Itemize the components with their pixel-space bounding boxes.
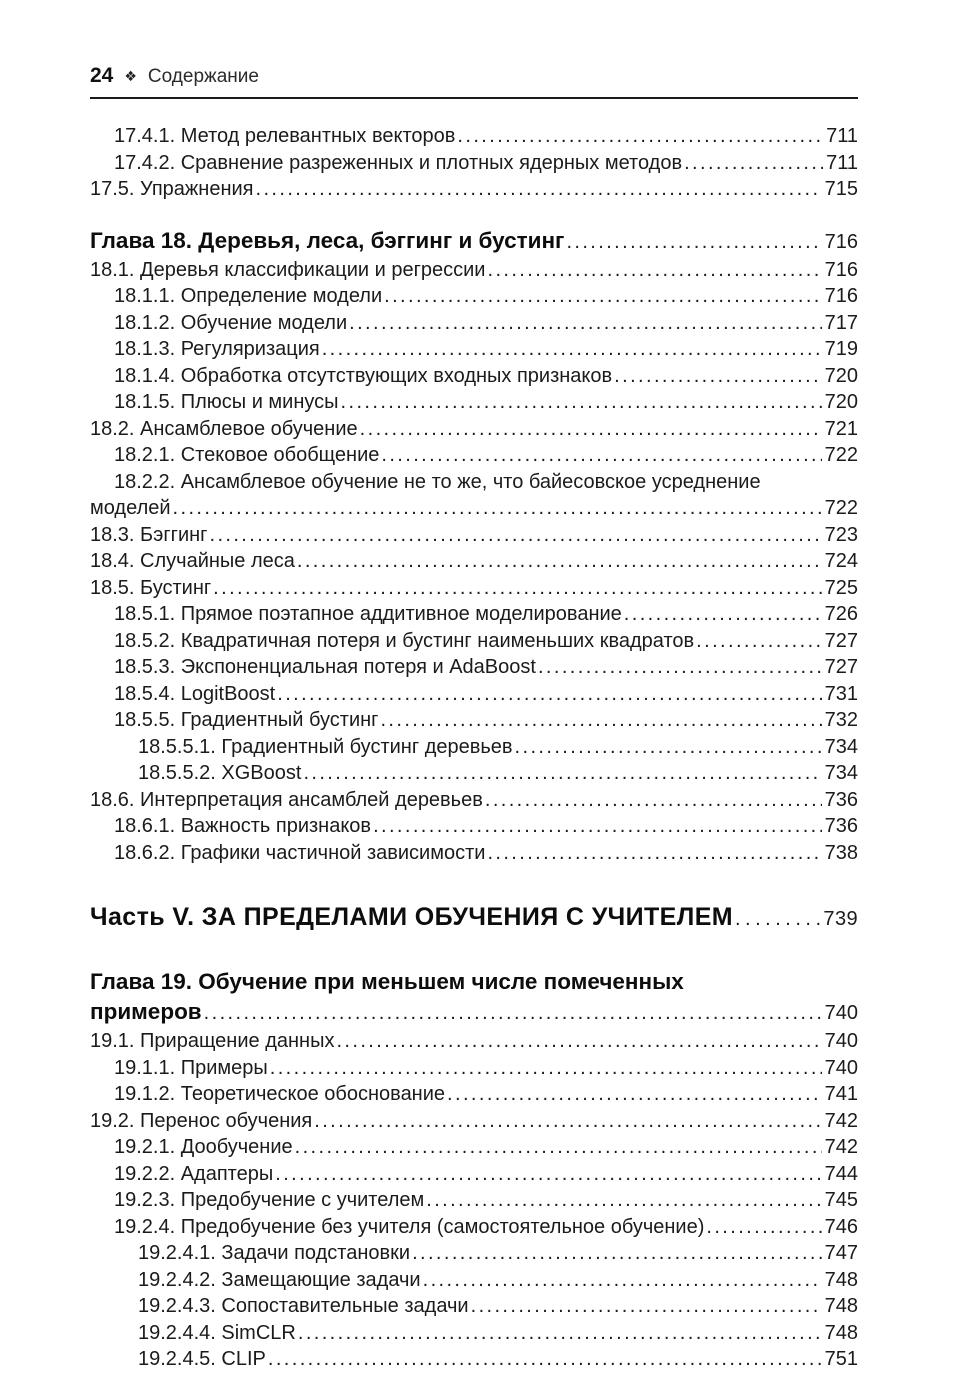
toc-entry-label: 18.1.2. Обучение модели — [114, 311, 348, 334]
toc-entry-label: 18.5.5.2. XGBoost — [138, 762, 302, 784]
dot-leader — [270, 1055, 822, 1082]
dot-leader — [487, 840, 821, 867]
toc-entry-page: 742 — [824, 1136, 858, 1158]
toc-entry-label: 18.5.5.1. Градиентный бустинг деревьев — [138, 735, 513, 758]
toc-entry-page: 732 — [824, 709, 858, 731]
toc-entry-page: 716 — [824, 285, 858, 307]
toc-entry — [90, 442, 858, 469]
toc-entry-label: 18.5.5. Градиентный бустинг — [114, 709, 379, 731]
toc-entry-label: 19.2.4. Предобучение без учителя (самостоятельное обучение) — [114, 1215, 705, 1238]
toc-entry-label: 18.1.5. Плюсы и минусы — [114, 391, 339, 413]
toc-entry — [90, 226, 858, 257]
toc-entry — [90, 336, 858, 363]
toc-entry-page: 716 — [824, 230, 858, 253]
toc-entry-page: 719 — [824, 338, 858, 360]
toc-entry-label: 19.1.2. Теоретическое обоснование — [114, 1083, 446, 1105]
toc-entry-label: 18.1.1. Определение модели — [114, 285, 383, 307]
dot-leader — [213, 575, 821, 602]
toc-entry — [90, 548, 858, 575]
toc-entry — [90, 495, 858, 522]
toc-entry-label: 18.3. Бэггинг — [90, 523, 208, 546]
toc-entry — [90, 707, 858, 734]
toc-entry-label: 18.4. Случайные леса — [90, 550, 295, 572]
toc-entry-page: 721 — [824, 417, 858, 440]
dot-leader — [303, 760, 821, 787]
toc-entry — [90, 967, 858, 997]
toc-entry — [90, 1346, 858, 1373]
dot-leader — [209, 522, 821, 549]
toc-entry — [90, 1293, 858, 1320]
dot-leader — [204, 997, 822, 1028]
toc-entry-label: 18.6.2. Графики частичной зависимости — [114, 841, 486, 864]
toc-entry — [90, 1108, 858, 1135]
dot-leader — [624, 601, 822, 628]
dot-leader — [538, 654, 822, 681]
dot-leader — [457, 123, 823, 150]
toc-entry-page: 711 — [826, 151, 858, 174]
dot-leader — [485, 787, 822, 814]
dot-leader — [314, 1108, 821, 1135]
toc-entry-page: 734 — [824, 735, 858, 758]
toc-entry — [90, 1267, 858, 1294]
toc-entry-page: 727 — [824, 656, 858, 678]
toc-entry-label: 18.5.4. LogitBoost — [114, 682, 276, 705]
toc-entry-label: моделей — [90, 497, 171, 519]
toc-entry-page: 725 — [824, 576, 858, 599]
toc-entry — [90, 628, 858, 655]
toc-entry-label: 18.2.2. Ансамблевое обучение не то же, что байесовское усреднение — [114, 470, 761, 493]
toc-list — [90, 123, 858, 1373]
toc-entry-page: 727 — [824, 629, 858, 652]
dot-leader — [515, 734, 822, 761]
toc-entry-page: 722 — [824, 444, 858, 466]
toc-entry-page: 724 — [824, 550, 858, 572]
dot-leader — [696, 628, 821, 655]
toc-entry-label: Глава 18. Деревья, леса, бэггинг и бустинг — [90, 227, 565, 253]
toc-entry-page: 711 — [826, 125, 858, 147]
toc-entry — [90, 283, 858, 310]
toc-entry-label: 18.2.1. Стековое обобщение — [114, 444, 380, 466]
diamond-ornament-icon: ❖ — [124, 68, 137, 84]
page-header — [90, 64, 858, 99]
toc-entry-page: 740 — [824, 1030, 858, 1052]
dot-leader — [336, 1028, 821, 1055]
toc-entry-page: 716 — [824, 258, 858, 281]
toc-entry-label: 19.1. Приращение данных — [90, 1030, 335, 1052]
toc-entry-page: 717 — [824, 311, 858, 334]
toc-entry — [90, 900, 858, 936]
toc-entry-label: 18.1. Деревья классификации и регрессии — [90, 258, 486, 281]
toc-entry-page: 739 — [823, 908, 858, 930]
toc-entry-label: 18.1.3. Регуляризация — [114, 338, 320, 360]
toc-entry — [90, 1214, 858, 1241]
toc-entry — [90, 1240, 858, 1267]
toc-entry-page: 748 — [824, 1295, 858, 1317]
dot-leader — [341, 389, 822, 416]
dot-leader — [735, 900, 820, 936]
toc-entry — [90, 1055, 858, 1082]
toc-entry-page: 747 — [824, 1242, 858, 1264]
header-page-number: 24 — [90, 64, 114, 87]
toc-entry-label: 19.2.3. Предобучение с учителем — [114, 1189, 425, 1211]
toc-entry-page: 720 — [824, 391, 858, 413]
dot-leader — [447, 1081, 822, 1108]
dot-leader — [277, 681, 821, 708]
dot-leader — [268, 1346, 822, 1373]
dot-leader — [297, 548, 822, 575]
toc-entry-label: 18.6. Интерпретация ансамблей деревьев — [90, 788, 483, 811]
toc-entry-label: 19.2. Перенос обучения — [90, 1109, 313, 1132]
dot-leader — [471, 1293, 822, 1320]
toc-entry — [90, 601, 858, 628]
dot-leader — [384, 283, 821, 310]
toc-entry-label: 18.5.1. Прямое поэтапное аддитивное моделирование — [114, 603, 622, 625]
toc-entry-page: 736 — [824, 815, 858, 837]
dot-leader — [381, 442, 821, 469]
dot-leader — [684, 150, 823, 177]
toc-entry-page: 740 — [824, 1002, 858, 1024]
toc-entry — [90, 176, 858, 203]
toc-entry — [90, 310, 858, 337]
dot-leader — [423, 1267, 822, 1294]
toc-entry — [90, 1134, 858, 1161]
dot-leader — [487, 257, 821, 284]
toc-entry — [90, 787, 858, 814]
dot-leader — [566, 226, 821, 257]
dot-leader — [614, 363, 821, 390]
toc-entry — [90, 813, 858, 840]
toc-entry — [90, 123, 858, 150]
toc-entry-label: 19.2.4.2. Замещающие задачи — [138, 1268, 421, 1291]
dot-leader — [275, 1161, 821, 1188]
toc-entry-page: 736 — [824, 788, 858, 811]
dot-leader — [426, 1187, 821, 1214]
dot-leader — [349, 310, 821, 337]
toc-entry-label: примеров — [90, 999, 202, 1024]
toc-entry-page: 748 — [824, 1321, 858, 1344]
dot-leader — [295, 1134, 822, 1161]
toc-entry — [90, 1161, 858, 1188]
dot-leader — [373, 813, 822, 840]
toc-entry-label: 17.4.1. Метод релевантных векторов — [114, 125, 456, 147]
toc-entry-page: 726 — [824, 603, 858, 625]
toc-entry-label: 19.2.2. Адаптеры — [114, 1162, 274, 1185]
toc-entry-page: 745 — [824, 1189, 858, 1211]
toc-entry — [90, 654, 858, 681]
toc-entry — [90, 840, 858, 867]
dot-leader — [322, 336, 822, 363]
toc-entry-page: 738 — [824, 841, 858, 864]
toc-entry-page: 731 — [824, 682, 858, 705]
toc-entry-label: 17.4.2. Сравнение разреженных и плотных ядерных методов — [114, 151, 683, 174]
toc-entry-label: 19.2.4.1. Задачи подстановки — [138, 1242, 411, 1264]
toc-entry-label: 19.2.4.5. CLIP — [138, 1348, 266, 1370]
toc-entry-page: 722 — [824, 497, 858, 519]
toc-entry — [90, 997, 858, 1028]
dot-leader — [706, 1214, 821, 1241]
toc-entry-label: 18.5.2. Квадратичная потеря и бустинг наименьших квадратов — [114, 629, 695, 652]
toc-entry — [90, 522, 858, 549]
toc-entry-page: 720 — [824, 364, 858, 387]
toc-entry — [90, 1320, 858, 1347]
toc-entry-label: 18.6.1. Важность признаков — [114, 815, 372, 837]
toc-entry-page: 744 — [824, 1162, 858, 1185]
toc-entry-label: 18.2. Ансамблевое обучение — [90, 417, 358, 440]
dot-leader — [360, 416, 822, 443]
dot-leader — [173, 495, 822, 522]
toc-entry-label: 19.2.4.3. Сопоставительные задачи — [138, 1295, 469, 1317]
toc-entry-label: Глава 19. Обучение при меньшем числе помеченных — [90, 969, 684, 994]
toc-entry — [90, 575, 858, 602]
toc-entry-page: 715 — [824, 178, 858, 200]
toc-entry-label: 19.2.1. Дообучение — [114, 1136, 293, 1158]
dot-leader — [298, 1320, 822, 1347]
toc-entry-page: 740 — [824, 1056, 858, 1079]
toc-entry — [90, 363, 858, 390]
toc-entry-page: 751 — [824, 1348, 858, 1370]
toc-entry-label: 18.5.3. Экспоненциальная потеря и AdaBoost — [114, 656, 536, 678]
header-title: Содержание — [147, 66, 259, 87]
toc-entry-page: 742 — [824, 1109, 858, 1132]
toc-entry-label: 19.1.1. Примеры — [114, 1056, 268, 1079]
toc-entry-page: 734 — [824, 762, 858, 784]
toc-entry — [90, 416, 858, 443]
toc-entry-page: 741 — [824, 1083, 858, 1105]
toc-entry — [90, 469, 858, 496]
toc-entry — [90, 257, 858, 284]
toc-entry-label: 19.2.4.4. SimCLR — [138, 1321, 296, 1344]
toc-entry — [90, 1187, 858, 1214]
toc-entry — [90, 734, 858, 761]
toc-entry-page: 748 — [824, 1268, 858, 1291]
toc-entry-label: 18.5. Бустинг — [90, 576, 212, 599]
toc-entry-label: 17.5. Упражнения — [90, 178, 254, 200]
toc-entry — [90, 681, 858, 708]
toc-entry — [90, 150, 858, 177]
toc-entry-page: 746 — [824, 1215, 858, 1238]
toc-entry — [90, 1081, 858, 1108]
dot-leader — [380, 707, 821, 734]
toc-entry — [90, 1028, 858, 1055]
dot-leader — [256, 176, 822, 203]
toc-entry-label: 18.1.4. Обработка отсутствующих входных признаков — [114, 364, 613, 387]
toc-entry — [90, 389, 858, 416]
toc-entry — [90, 760, 858, 787]
toc-entry-page: 723 — [824, 523, 858, 546]
toc-entry-label: Часть V. ЗА ПРЕДЕЛАМИ ОБУЧЕНИЯ С УЧИТЕЛЕМ — [90, 903, 733, 931]
dot-leader — [412, 1240, 822, 1267]
